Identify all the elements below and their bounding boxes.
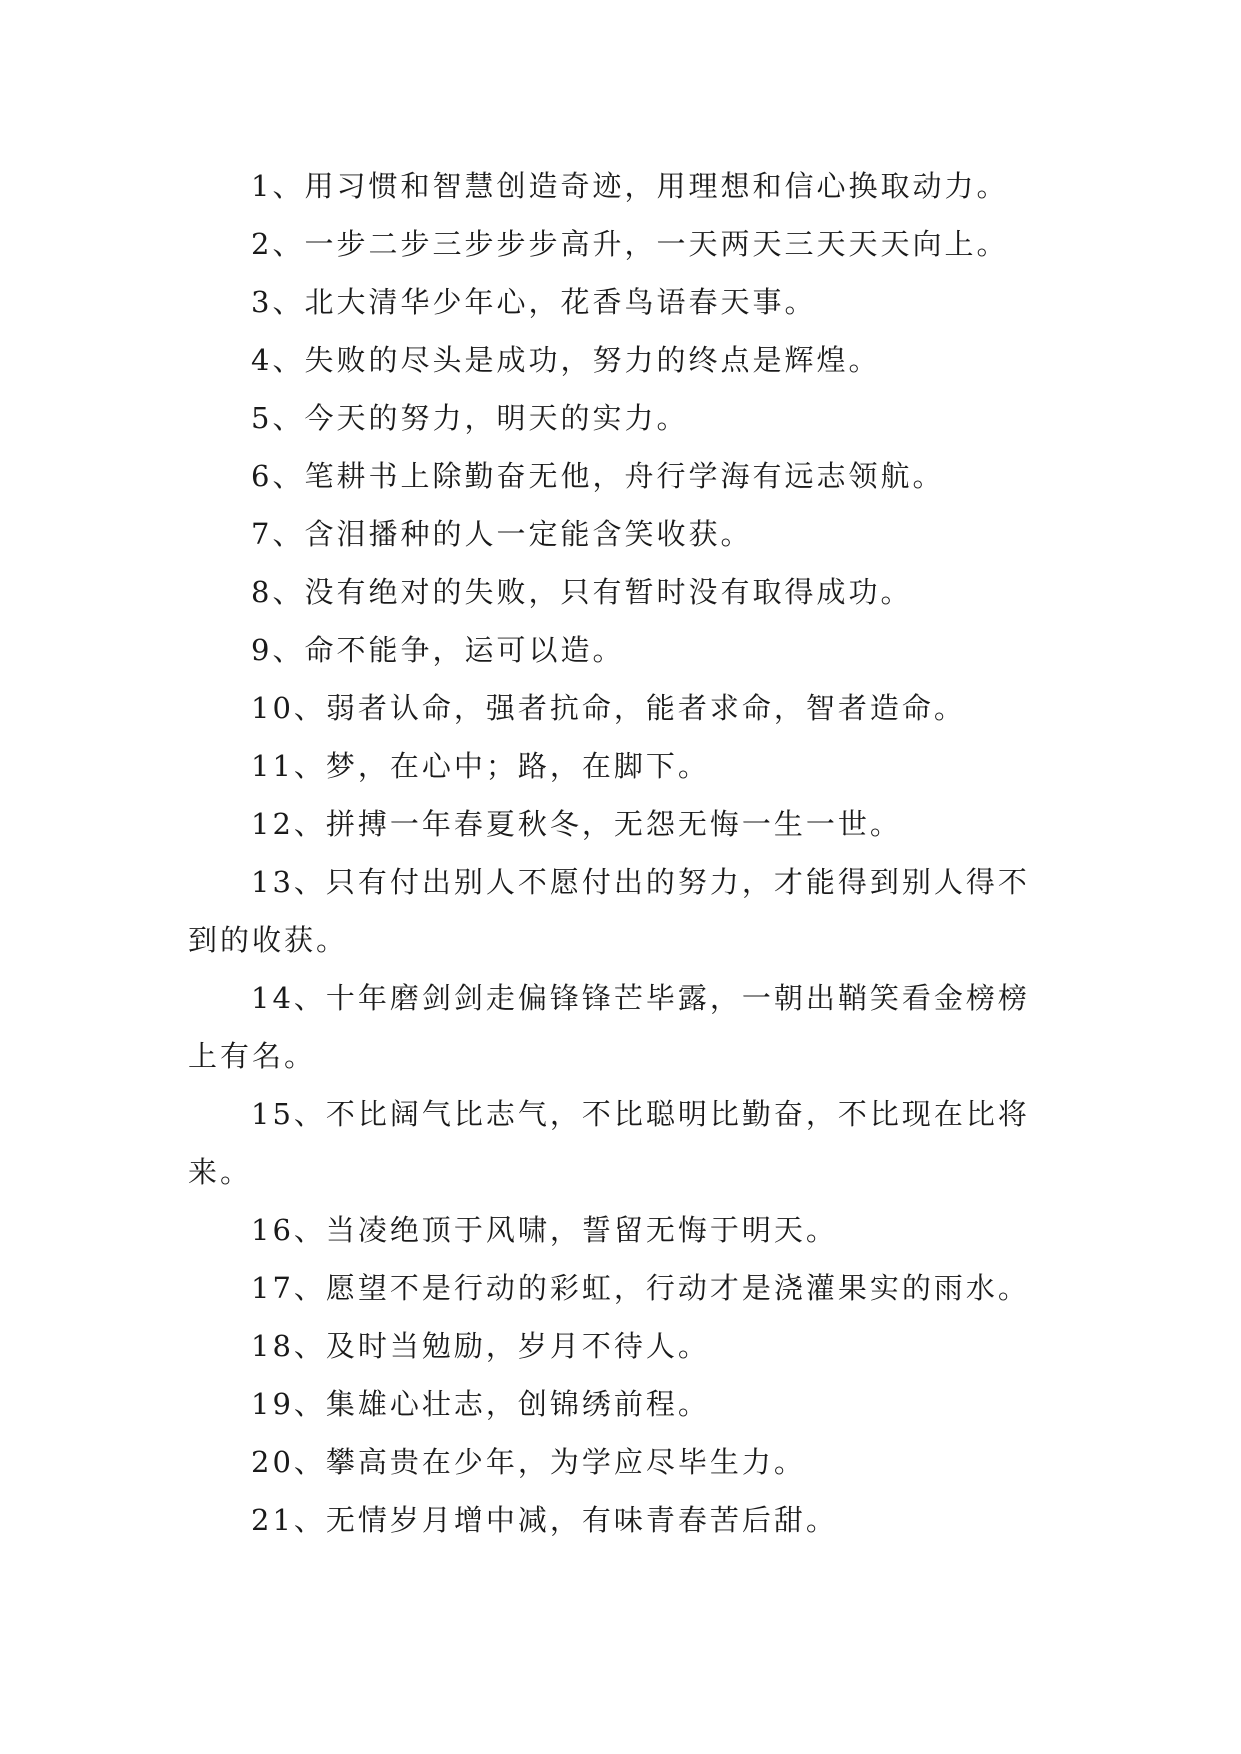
- motto-item-4: 4、失败的尽头是成功，努力的终点是辉煌。: [251, 343, 881, 377]
- motto-item-19: 19、集雄心壮志，创锦绣前程。: [251, 1387, 710, 1421]
- motto-item-15: 15、不比阔气比志气，不比聪明比勤奋，不比现在比将来。: [188, 1097, 1030, 1189]
- motto-item-10: 10、弱者认命，强者抗命，能者求命，智者造命。: [251, 691, 966, 725]
- motto-item-8: 8、没有绝对的失败，只有暂时没有取得成功。: [251, 575, 913, 609]
- motto-item-3: 3、北大清华少年心，花香鸟语春天事。: [251, 285, 817, 319]
- motto-item-13: 13、只有付出别人不愿付出的努力，才能得到别人得不到的收获。: [188, 865, 1030, 957]
- motto-item-12: 12、拼搏一年春夏秋冬，无怨无悔一生一世。: [251, 807, 902, 841]
- motto-item-1: 1、用习惯和智慧创造奇迹，用理想和信心换取动力。: [251, 169, 1009, 203]
- motto-item-14: 14、十年磨剑剑走偏锋锋芒毕露，一朝出鞘笑看金榜榜上有名。: [188, 981, 1030, 1073]
- motto-list: [188, 157, 1048, 1549]
- motto-item-7: 7、含泪播种的人一定能含笑收获。: [251, 517, 753, 551]
- motto-item-16: 16、当凌绝顶于风啸，誓留无悔于明天。: [251, 1213, 838, 1247]
- motto-item-5: 5、今天的努力，明天的实力。: [251, 401, 689, 435]
- motto-item-18: 18、及时当勉励，岁月不待人。: [251, 1329, 710, 1363]
- motto-item-20: 20、攀高贵在少年，为学应尽毕生力。: [251, 1445, 806, 1479]
- motto-item-6: 6、笔耕书上除勤奋无他，舟行学海有远志领航。: [251, 459, 945, 493]
- motto-item-11: 11、梦，在心中；路，在脚下。: [251, 749, 710, 783]
- motto-item-2: 2、一步二步三步步步高升，一天两天三天天天向上。: [251, 227, 1009, 261]
- motto-item-9: 9、命不能争，运可以造。: [251, 633, 625, 667]
- motto-item-21: 21、无情岁月增中减，有味青春苦后甜。: [251, 1503, 838, 1537]
- motto-item-17: 17、愿望不是行动的彩虹，行动才是浇灌果实的雨水。: [251, 1271, 1030, 1305]
